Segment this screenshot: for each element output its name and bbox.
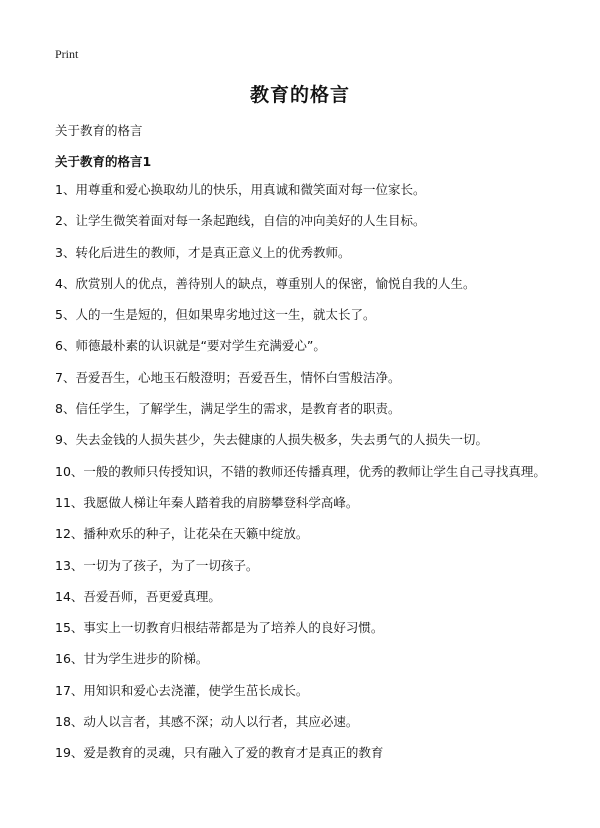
quote-item: 8、信任学生，了解学生，满足学生的需求，是教育者的职责。 xyxy=(55,401,401,417)
quote-item: 13、一切为了孩子，为了一切孩子。 xyxy=(55,557,259,573)
section-heading: 关于教育的格言1 xyxy=(55,154,152,169)
quote-item: 2、让学生微笑着面对每一条起跑线，自信的冲向美好的人生目标。 xyxy=(55,213,426,229)
quote-item: 12、播种欢乐的种子，让花朵在天籁中绽放。 xyxy=(55,526,309,542)
quote-item: 7、吾爱吾生，心地玉石般澄明；吾爱吾生，情怀白雪般洁净。 xyxy=(55,369,401,385)
quote-item: 10、一般的教师只传授知识，不错的教师还传播真理，优秀的教师让学生自己寻找真理。 xyxy=(55,463,546,479)
quote-item: 9、失去金钱的人损失甚少，失去健康的人损失极多，失去勇气的人损失一切。 xyxy=(55,432,488,448)
quote-item: 16、甘为学生进步的阶梯。 xyxy=(55,651,209,667)
quote-item: 17、用知识和爱心去浇灌，使学生茁长成长。 xyxy=(55,682,309,698)
quote-item: 14、吾爱吾师，吾更爱真理。 xyxy=(55,588,221,604)
quote-item: 5、人的一生是短的，但如果卑劣地过这一生，就太长了。 xyxy=(55,307,376,323)
document-subtitle: 关于教育的格言 xyxy=(55,123,143,138)
quote-item: 6、师德最朴素的认识就是“要对学生充满爱心”。 xyxy=(55,338,326,354)
quote-list xyxy=(55,181,560,776)
print-link[interactable]: Print xyxy=(55,47,79,61)
quote-item: 11、我愿做人梯让年秦人踏着我的肩膀攀登科学高峰。 xyxy=(55,494,359,510)
document-title: 教育的格言 xyxy=(249,84,350,106)
quote-item: 18、动人以言者，其感不深；动人以行者，其应必速。 xyxy=(55,714,359,730)
quote-item: 3、转化后进生的教师，才是真正意义上的优秀教师。 xyxy=(55,244,351,260)
quote-item: 15、事实上一切教育归根结蒂都是为了培养人的良好习惯。 xyxy=(55,620,384,636)
quote-item: 4、欣赏别人的优点，善待别人的缺点，尊重别人的保密，愉悦自我的人生。 xyxy=(55,275,476,291)
quote-item: 19、爱是教育的灵魂，只有融入了爱的教育才是真正的教育 xyxy=(55,745,384,761)
quote-item: 1、用尊重和爱心换取幼儿的快乐，用真诚和微笑面对每一位家长。 xyxy=(55,182,426,197)
